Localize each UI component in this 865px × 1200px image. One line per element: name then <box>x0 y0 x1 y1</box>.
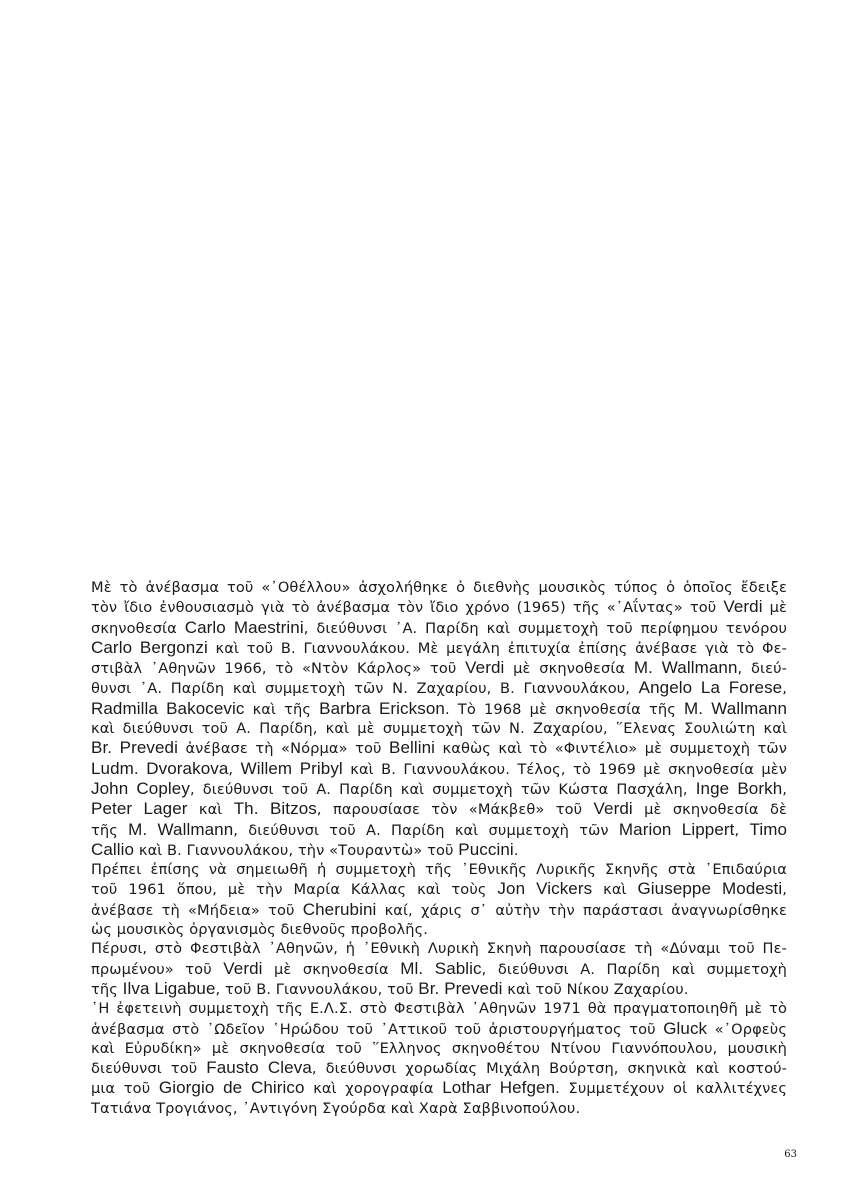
person-name: Callio <box>91 839 135 859</box>
person-name: Peter Lager <box>91 799 188 819</box>
text-segment: σκηνοθεσία <box>91 619 185 637</box>
person-name: Timo <box>749 819 788 839</box>
page-number: 63 <box>784 1149 797 1160</box>
text-segment: , διεύ- <box>737 660 787 678</box>
text-line <box>91 900 787 920</box>
person-name: Verdi <box>465 658 505 678</box>
person-name: Br. Prevedi <box>418 978 503 998</box>
text-line <box>91 658 787 678</box>
text-line <box>91 979 787 999</box>
text-segment: θυνσι ᾿Α. Παρίδη καὶ συμμετοχὴ τῶν Ν. Ζαχαρίου, Β. Γιαννουλάκου, <box>91 680 639 698</box>
person-name: Giorgio de Chirico <box>158 1078 305 1098</box>
text-line <box>91 1039 787 1058</box>
person-name: Marion Lippert <box>618 819 735 839</box>
text-segment: , <box>228 760 241 778</box>
text-segment: , διεύθυνσι τοῦ Α. Παρίδη καὶ συμμετοχὴ τῶν <box>233 821 619 839</box>
person-name: Ml. Sablic <box>400 958 482 978</box>
text-segment: καὶ διεύθυνσι τοῦ Α. Παρίδη, καὶ μὲ συμμετοχὴ τῶν Ν. Ζαχαρίου, ῞Ελενας Σουλιώτη καὶ <box>91 720 787 738</box>
person-name: John Copley <box>91 778 190 798</box>
text-segment: Τατιάνα Τρογιάνος, ᾿Αντιγόνη Σγούρδα καὶ Χαρὰ Σαββινοπούλου. <box>91 1099 581 1117</box>
text-line <box>91 597 787 617</box>
text-line <box>91 618 787 638</box>
text-line <box>91 959 787 979</box>
person-name: M. Wallmann <box>633 658 738 678</box>
text-segment: «᾿Ορφεὺς <box>707 1020 787 1038</box>
person-name: M. Wallmann <box>128 819 234 839</box>
person-name: Inge Borkh <box>695 778 783 798</box>
text-segment: , <box>782 780 787 798</box>
text-segment: καὶ Εὐρυδίκη» μὲ σκηνοθεσία τοῦ ῞Ελληνος σκηνοθέτου Ντίνου Γιαννόπουλου, μουσικὴ <box>91 1039 787 1057</box>
article-body <box>91 578 787 1118</box>
text-segment: ἀνέβασε τὴ «Νόρμα» τοῦ <box>177 740 389 758</box>
text-line <box>91 678 787 698</box>
person-name: Radmilla Bakocevic <box>91 698 245 718</box>
person-name: Verdi <box>593 799 633 819</box>
text-segment: καθὼς καὶ τὸ «Φιντέλιο» μὲ συμμετοχὴ τῶν <box>435 740 787 758</box>
person-name: Puccini <box>458 839 514 859</box>
text-segment: , διεύθυνσι Α. Παρίδη καὶ συμμετοχὴ <box>481 960 788 978</box>
person-name: Verdi <box>723 597 763 617</box>
text-segment: Μὲ τὸ ἀνέβασμα τοῦ «᾿Οθέλλου» ἀσχολήθηκε ὁ διεθνὴς μουσικὸς τύπος ὁ ὁποῖος ἔδειξε <box>91 579 787 596</box>
text-segment: μὲ σκηνοθεσία <box>504 660 634 678</box>
text-segment: καὶ χορογραφία <box>304 1080 443 1098</box>
person-name: Carlo Bergonzi <box>91 637 208 657</box>
text-line <box>91 820 787 840</box>
person-name: Lothar Hefgen <box>442 1078 556 1098</box>
text-segment: καί, χάρις σ᾿ αὐτὴν τὴν παράστασι ἀναγνωρίσθηκε <box>376 901 787 919</box>
person-name: Th. Bitzos <box>233 799 317 819</box>
person-name: Br. Prevedi <box>91 738 178 758</box>
text-segment: ῾Η ἐφετεινὴ συμμετοχὴ τῆς Ε.Λ.Σ. στὸ Φεστιβὰλ ᾿Αθηνῶν 1971 θὰ πραγματοποιηθῆ μὲ τὸ <box>91 1000 787 1018</box>
person-name: Willem Pribyl <box>240 758 343 778</box>
text-line <box>91 879 787 899</box>
text-segment: . <box>513 841 519 859</box>
text-line <box>91 1078 787 1098</box>
text-line <box>91 759 787 779</box>
text-segment: πρωμένου» τοῦ <box>91 960 224 978</box>
text-line <box>91 578 787 597</box>
text-segment: τοῦ 1961 ὅπου, μὲ τὴν Μαρία Κάλλας καὶ τοὺς <box>91 881 498 899</box>
person-name: Carlo Maestrini <box>184 617 304 637</box>
text-segment: καὶ <box>592 881 638 899</box>
person-name: Fausto Cleva <box>206 1058 312 1078</box>
text-line <box>91 1099 787 1118</box>
text-segment: καὶ Β. Γιαννουλάκου. Τέλος, τὸ 1969 μὲ σκηνοθεσία μὲν <box>342 760 787 778</box>
person-name: Jon Vickers <box>497 879 593 899</box>
text-segment: στιβὰλ ᾿Αθηνῶν 1966, τὸ «Ντὸν Κάρλος» τοῦ <box>91 660 466 678</box>
text-segment: καὶ τοῦ Β. Γιαννουλάκου. Μὲ μεγάλη ἐπιτυχία ἐπίσης ἀνέβασε γιὰ τὸ Φε- <box>207 639 787 657</box>
text-segment: , διεύθυνσι τοῦ Α. Παρίδη καὶ συμμετοχὴ τῶν Κώστα Πασχάλη, <box>189 780 696 798</box>
text-segment: , διεύθυνσι χορωδίας Μιχάλη Βούρτση, σκηνικὰ καὶ κοστού- <box>311 1060 788 1078</box>
text-segment: , <box>782 680 787 698</box>
text-segment: , <box>734 821 750 839</box>
person-name: Ilva Ligabue <box>122 978 216 998</box>
person-name: Verdi <box>223 958 263 978</box>
text-segment: μὲ σκηνοθεσία <box>262 960 401 978</box>
text-segment: τῆς <box>91 980 123 998</box>
text-segment: τῆς <box>91 821 129 839</box>
text-segment: ἀνέβασμα στὸ ᾿Ωδεῖον ῾Ηρώδου τοῦ ᾿Αττικοῦ τοῦ ἀριστουργήματος τοῦ <box>91 1020 664 1038</box>
text-segment: μὲ σκηνοθεσία δὲ <box>632 801 787 819</box>
text-line <box>91 738 787 758</box>
text-segment: Πέρυσι, στὸ Φεστιβὰλ ᾿Αθηνῶν, ἡ ᾿Εθνικὴ Λυρικὴ Σκηνὴ παρουσίασε τὴ «Δύναμι τοῦ Πε- <box>91 940 787 958</box>
person-name: Ludm. Dvorakova <box>91 758 229 778</box>
text-segment: , <box>782 881 787 899</box>
text-segment: . Τὸ 1968 μὲ σκηνοθεσία τῆς <box>444 700 684 718</box>
text-line <box>91 699 787 719</box>
text-line <box>91 779 787 799</box>
text-segment: ὡς μουσικὸς ὀργανισμὸς διεθνοῦς προβολῆς. <box>91 921 429 939</box>
person-name: Barbra Erickson <box>319 698 445 718</box>
text-segment: . Συμμετέχουν οἱ καλλιτέχνες <box>555 1080 787 1098</box>
text-segment: μια τοῦ <box>91 1080 159 1098</box>
text-segment: μὲ <box>762 599 787 617</box>
text-line <box>91 638 787 658</box>
text-segment: καὶ <box>187 801 234 819</box>
text-line <box>91 840 787 860</box>
text-segment: Πρέπει ἐπίσης νὰ σημειωθῆ ἡ συμμετοχὴ τῆς ᾿Εθνικῆς Λυρικῆς Σκηνῆς στὰ ᾿Επιδαύρια <box>91 861 787 879</box>
text-line <box>91 1058 787 1078</box>
text-line <box>91 719 787 738</box>
person-name: Angelo La Forese <box>638 678 783 698</box>
person-name: Cherubini <box>302 899 377 919</box>
text-segment: διεύθυνσι τοῦ <box>91 1060 207 1078</box>
person-name: M. Wallmann <box>683 698 788 718</box>
person-name: Bellini <box>389 738 436 758</box>
text-segment: ἀνέβασε τὴ «Μήδεια» τοῦ <box>91 901 303 919</box>
text-segment: , διεύθυνσι ᾿Α. Παρίδη καὶ συμμετοχὴ τοῦ περίφημου τενόρου <box>303 619 788 637</box>
text-segment: καὶ τοῦ Νίκου Ζαχαρίου. <box>502 980 689 998</box>
text-segment: καὶ Β. Γιαννουλάκου, τὴν «Τουραντὼ» τοῦ <box>134 841 459 859</box>
person-name: Giuseppe Modesti <box>637 879 783 899</box>
text-line <box>91 1019 787 1039</box>
text-segment: καὶ τῆς <box>244 700 320 718</box>
text-segment: , τοῦ Β. Γιαννουλάκου, τοῦ <box>215 980 419 998</box>
text-line <box>91 939 787 958</box>
text-segment: τὸν ἴδιο ἐνθουσιασμὸ γιὰ τὸ ἀνέβασμα τὸν ἴδιο χρόνο (1965) τῆς «᾿Αΐντας» τοῦ <box>91 599 724 617</box>
text-line <box>91 920 787 939</box>
text-line <box>91 999 787 1018</box>
text-line <box>91 860 787 879</box>
text-segment: , παρουσίασε τὸν «Μάκβεθ» τοῦ <box>316 801 594 819</box>
text-line <box>91 799 787 819</box>
person-name: Gluck <box>663 1018 708 1038</box>
